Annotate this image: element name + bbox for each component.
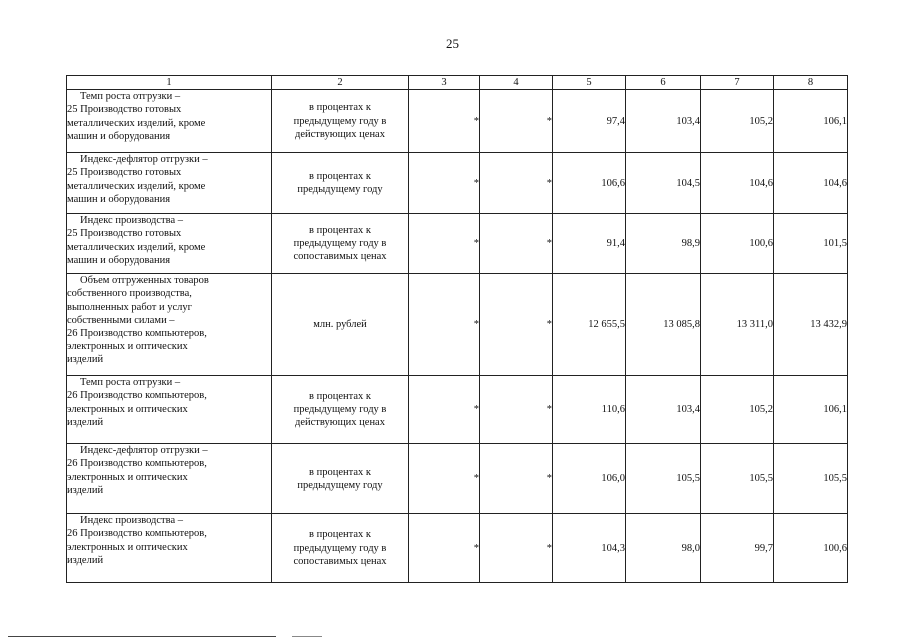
table-row	[67, 214, 848, 274]
indicator-line: электронных и оптических	[67, 541, 188, 553]
table-row	[67, 376, 848, 444]
footer-rule	[8, 636, 276, 637]
col7-value: 105,5	[701, 444, 774, 514]
indicator-line: 26 Производство компьютеров,	[67, 328, 207, 340]
col8-value: 100,6	[774, 514, 848, 583]
unit-cell	[272, 376, 409, 444]
col4-cell: *	[480, 376, 553, 444]
unit-cell	[272, 214, 409, 274]
table-row	[67, 444, 848, 514]
indicator-line: электронных и оптических	[67, 471, 188, 483]
indicator-cell	[67, 214, 272, 274]
col6-value: 98,0	[626, 514, 701, 583]
col7-value: 105,2	[701, 90, 774, 153]
indicator-line: Индекс-дефлятор отгрузки –	[80, 445, 208, 457]
col5-value: 106,0	[553, 444, 626, 514]
col4-cell: *	[480, 90, 553, 153]
header-cell-5: 5	[553, 76, 626, 90]
header-cell-8: 8	[774, 76, 848, 90]
unit-line: сопоставимых ценах	[293, 251, 387, 263]
table-row	[67, 153, 848, 214]
col6-value: 13 085,8	[626, 274, 701, 376]
indicator-cell	[67, 514, 272, 583]
unit-line: предыдущему году в	[293, 404, 387, 416]
unit-line: сопоставимых ценах	[293, 555, 387, 567]
indicator-line: металлических изделий, кроме	[67, 180, 206, 192]
indicator-line: электронных и оптических	[67, 341, 188, 353]
unit-cell	[272, 90, 409, 153]
indicator-cell	[67, 274, 272, 376]
col7-value: 100,6	[701, 214, 774, 274]
col6-value: 103,4	[626, 376, 701, 444]
col6-value: 105,5	[626, 444, 701, 514]
indicator-cell	[67, 153, 272, 214]
indicator-line: изделий	[67, 484, 104, 496]
unit-cell	[272, 514, 409, 583]
unit-line: действующих ценах	[295, 128, 385, 140]
indicator-line: 26 Производство компьютеров,	[67, 390, 207, 402]
header-cell-3: 3	[409, 76, 480, 90]
footer-rule	[292, 636, 322, 637]
indicator-line: машин и оборудования	[67, 254, 171, 266]
col3-cell: *	[409, 153, 480, 214]
unit-line: предыдущему году в	[293, 542, 387, 554]
table-row	[67, 514, 848, 583]
col5-value: 110,6	[553, 376, 626, 444]
col4-cell: *	[480, 274, 553, 376]
header-cell-2: 2	[272, 76, 409, 90]
indicator-line: машин и оборудования	[67, 130, 171, 142]
indicator-cell	[67, 90, 272, 153]
col3-cell: *	[409, 90, 480, 153]
col5-value: 91,4	[553, 214, 626, 274]
indicator-cell	[67, 376, 272, 444]
indicator-line: Индекс производства –	[80, 515, 183, 527]
header-cell-4: 4	[480, 76, 553, 90]
col6-value: 103,4	[626, 90, 701, 153]
col6-value: 98,9	[626, 214, 701, 274]
col5-value: 106,6	[553, 153, 626, 214]
header-cell-6: 6	[626, 76, 701, 90]
col3-cell: *	[409, 274, 480, 376]
col8-value: 105,5	[774, 444, 848, 514]
col8-value: 101,5	[774, 214, 848, 274]
col8-value: 106,1	[774, 90, 848, 153]
unit-cell	[272, 274, 409, 376]
unit-line: предыдущему году в	[293, 238, 387, 250]
page-number: 25	[446, 36, 459, 51]
unit-line: в процентах к	[309, 390, 371, 402]
indicator-line: собственными силами –	[67, 314, 175, 326]
unit-line: предыдущему году в	[293, 115, 387, 127]
unit-line: в процентах к	[309, 466, 371, 478]
indicator-line: Темп роста отгрузки –	[80, 377, 181, 389]
unit-cell	[272, 153, 409, 214]
unit-line: предыдущему году	[297, 184, 383, 196]
col5-value: 97,4	[553, 90, 626, 153]
col7-value: 13 311,0	[701, 274, 774, 376]
indicator-line: металлических изделий, кроме	[67, 241, 206, 253]
indicator-line: металлических изделий, кроме	[67, 117, 206, 129]
unit-line: в процентах к	[309, 171, 371, 182]
col8-value: 104,6	[774, 153, 848, 214]
indicator-line: Темп роста отгрузки –	[80, 91, 181, 103]
header-cell-1: 1	[67, 76, 272, 90]
unit-line: действующих ценах	[295, 417, 385, 429]
indicator-line: Индекс-дефлятор отгрузки –	[80, 154, 208, 166]
indicator-cell	[67, 444, 272, 514]
indicator-line: 25 Производство готовых	[67, 228, 182, 240]
col7-value: 105,2	[701, 376, 774, 444]
col4-cell: *	[480, 153, 553, 214]
indicator-line: изделий	[67, 416, 104, 428]
col4-cell: *	[480, 214, 553, 274]
col7-value: 99,7	[701, 514, 774, 583]
indicator-line: выполненных работ и услуг	[67, 301, 192, 313]
indicator-line: 26 Производство компьютеров,	[67, 528, 207, 540]
header-cell-7: 7	[701, 76, 774, 90]
table-row	[67, 90, 848, 153]
col3-cell: *	[409, 214, 480, 274]
indicator-line: изделий	[67, 554, 104, 566]
col7-value: 104,6	[701, 153, 774, 214]
unit-line: млн. рублей	[313, 319, 367, 331]
unit-line: предыдущему году	[297, 479, 383, 491]
indicator-line: 25 Производство готовых	[67, 104, 182, 116]
table-row	[67, 274, 848, 376]
col3-cell: *	[409, 514, 480, 583]
unit-cell	[272, 444, 409, 514]
indicator-line: 26 Производство компьютеров,	[67, 458, 207, 470]
col5-value: 12 655,5	[553, 274, 626, 376]
col3-cell: *	[409, 444, 480, 514]
unit-line: в процентах к	[309, 529, 371, 541]
forecast-table	[66, 75, 848, 583]
unit-line: в процентах к	[309, 224, 371, 236]
col3-cell: *	[409, 376, 480, 444]
indicator-line: Объем отгруженных товаров	[80, 275, 209, 287]
indicator-line: 25 Производство готовых	[67, 167, 182, 179]
indicator-line: собственного производства,	[67, 288, 192, 300]
col6-value: 104,5	[626, 153, 701, 214]
indicator-line: машин и оборудования	[67, 193, 171, 205]
col8-value: 106,1	[774, 376, 848, 444]
indicator-line: Индекс производства –	[80, 215, 183, 227]
col8-value: 13 432,9	[774, 274, 848, 376]
col4-cell: *	[480, 444, 553, 514]
indicator-line: изделий	[67, 354, 104, 366]
indicator-line: электронных и оптических	[67, 403, 188, 415]
header-row	[67, 76, 848, 90]
col5-value: 104,3	[553, 514, 626, 583]
col4-cell: *	[480, 514, 553, 583]
unit-line: в процентах к	[309, 102, 371, 114]
